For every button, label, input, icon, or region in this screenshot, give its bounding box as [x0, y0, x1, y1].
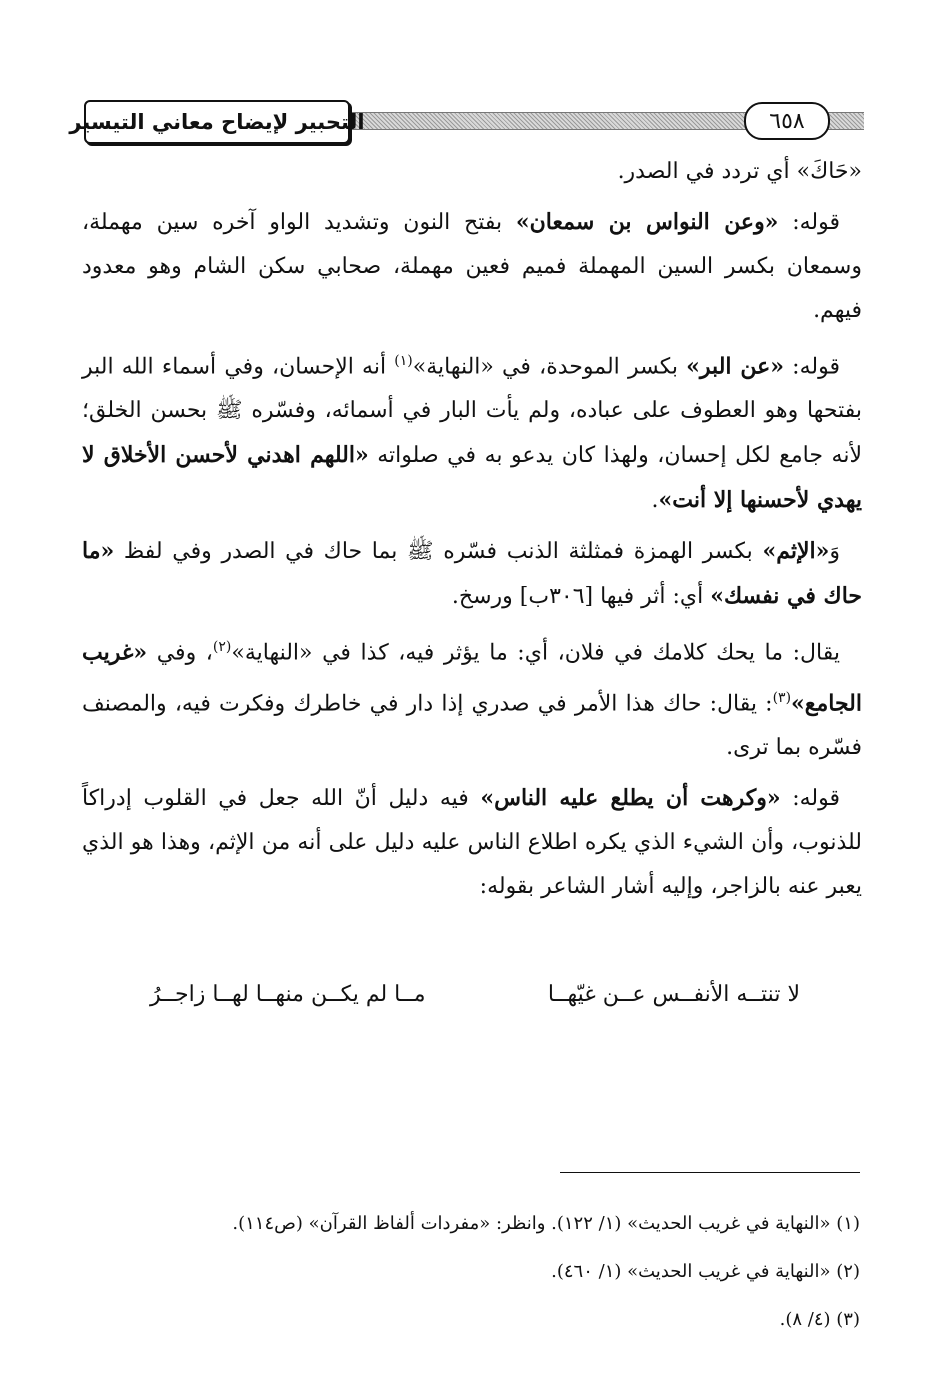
bold-quote: «عن البر»	[686, 353, 784, 380]
verse-first-hemistich: لا تنتــه الأنفــس عــن غيّهــا	[547, 982, 800, 1007]
text-run: بفتح النون وتشديد الواو آخره سين مهملة، وسمعان بكسر السين المهملة فميم فعين مهملة، صحابي سكن الشام وهو معدود فيهم.	[82, 210, 862, 323]
text-run: بكسر الهمزة فمثلثة الذنب فسّره ﷺ بما حاك في الصدر وفي لفظ	[114, 539, 763, 565]
paragraph	[82, 625, 862, 770]
verse-second-hemistich: مــا لم يكــن منهــا لهــا زاجــرُ	[150, 982, 426, 1007]
footnote-separator	[560, 1172, 860, 1173]
bold-quote: «الإثم»	[762, 538, 830, 565]
text-run: قوله:	[778, 210, 840, 235]
book-title: التحبير لإيضاح معاني التيسير	[84, 100, 350, 144]
paragraph	[82, 529, 862, 619]
text-run: «حَاكَ» أي تردد في الصدر.	[617, 159, 862, 184]
bold-quote: «غريب الجامع»	[82, 639, 862, 716]
footnote-1: (١) «النهاية في غريب الحديث» (١/ ١٢٢). وانظر: «مفردات ألفاظ القرآن» (ص١١٤).	[232, 1213, 860, 1234]
poetry-verse	[150, 982, 800, 1026]
text-run: يقال: ما يحك كلامك في فلان، أي: ما يؤثر فيه، كذا في «النهاية»	[231, 640, 840, 666]
text-run: .	[651, 488, 659, 514]
text-run: بكسر الموحدة، في «النهاية»	[412, 354, 687, 380]
text-run: قوله:	[784, 354, 840, 380]
paragraph	[82, 200, 862, 333]
text-run: قوله:	[780, 785, 840, 811]
text-run: وَ	[829, 539, 840, 565]
footnote-3: (٣) (٤/ ٨).	[779, 1309, 860, 1330]
bold-quote: «وكرهت أن يطلع عليه الناس»	[480, 784, 781, 811]
footnotes	[80, 1200, 860, 1344]
footnote-marker: (٣)	[772, 689, 792, 706]
paragraph	[82, 150, 862, 194]
footnote-marker: (١)	[394, 353, 413, 369]
text-run: أي: أثر فيها [٣٠٦ب] ورسخ.	[451, 584, 711, 610]
footnote-2: (٢) «النهاية في غريب الحديث» (١/ ٤٦٠).	[551, 1261, 860, 1282]
text-run: : يقال: حاك هذا الأمر في صدري إذا دار في خاطرك وفكرت فيه، والمصنف فسّره بما ترى.	[82, 690, 862, 760]
text-run: أنه الإحسان، وفي أسماء الله البر بفتحها وهو العطوف على عباده، ولم يأت البار في أسمائه، وفسّره ﷺ بحسن الخلق؛ لأنه جامع لكل إحسان، ولهذا كان يدعو به في صلواته	[82, 354, 862, 469]
page-header	[69, 100, 864, 148]
paragraph	[82, 339, 862, 523]
main-text	[82, 150, 862, 915]
text-run: ، وفي	[147, 640, 213, 666]
bold-quote: «ما حاك في نفسك»	[82, 538, 862, 610]
bold-quote: «وعن النواس بن سمعان»	[515, 209, 779, 235]
footnote-marker: (٢)	[212, 639, 232, 656]
text-run: فيه دليل أنّ الله جعل في القلوب إدراكاً للذنوب، وأن الشيء الذي يكره اطلاع الناس عليه دليل على أنه من الإثم، وهذا هو الذي يعبر عنه بالزاجر، وإليه أشار الشاعر بقوله:	[82, 785, 862, 899]
bold-quote: «اللهم اهدني لأحسن الأخلاق لا يهدي لأحسنها إلا أنت»	[82, 442, 862, 514]
paragraph	[82, 776, 862, 909]
page-number: ٦٥٨	[744, 102, 830, 140]
